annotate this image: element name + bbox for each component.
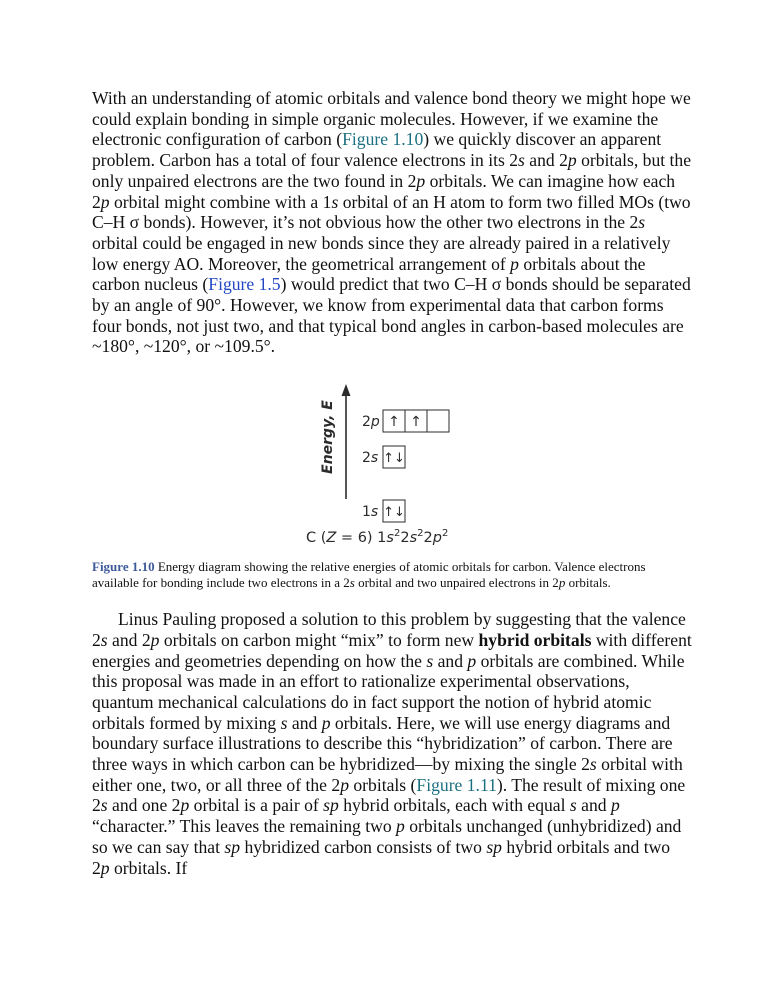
hybrid-orbitals-term: hybrid orbitals <box>478 629 592 650</box>
paragraph-2: Linus Pauling proposed a solution to this problem by suggesting that the valence 2s and 2p orbitals on carbon might “mix” to form new hybrid orbitals with different energies and geometries depending on how the s and p orbitals are combined. While this proposal was made in an effort to rationalize experimental observations, quantum mechanical calculations do in fact support the notion of hybrid atomic orbitals formed by mixing s and p orbitals. Here, we will use energy diagrams and boundary surface illustrations to describe this “hybridization” of carbon. There are three ways in which carbon can be hybridized—by mixing the single 2s orbital with either one, two, or all three of the 2p orbitals (Figure 1.11). The result of mixing one 2s and one 2p orbital is a pair of sp hybrid orbitals, each with equal s and p “character.” This leaves the remaining two p orbitals unchanged (unhybridized) and so we can say that sp hybridized carbon consists of two sp hybrid orbitals and two 2p orbitals. If <box>92 609 692 878</box>
figure-1-11-link[interactable]: Figure 1.11 <box>416 774 497 795</box>
electron-configuration: C (Z = 6) $1s^22s^22p^2$ <box>306 528 449 547</box>
energy-axis-label: Energy, E <box>320 400 336 475</box>
level-2s-label: 2s <box>362 450 379 467</box>
electron-up-arrow: ↑ <box>410 414 422 431</box>
level-2p-label: 2p <box>362 414 380 431</box>
figure-1-5-link[interactable]: Figure 1.5 <box>208 274 281 295</box>
electron-pair-arrows: ↑↓ <box>383 451 405 467</box>
caption-figure-label: Figure 1.10 <box>92 559 155 575</box>
figure-caption: Figure 1.10 Energy diagram showing the relative energies of atomic orbitals for carbon. Valence electrons available for bonding include two electrons in a 2s orbital and two unpaired electrons in 2p orbitals. <box>92 559 646 591</box>
axis-arrowhead <box>342 384 351 396</box>
figure-1-10 <box>92 381 692 591</box>
page-content <box>92 88 692 878</box>
level-1s-label: 1s <box>362 504 379 521</box>
figure-1-10-link[interactable]: Figure 1.10 <box>342 129 424 150</box>
electron-pair-arrows: ↑↓ <box>383 505 405 521</box>
electron-up-arrow: ↑ <box>388 414 400 431</box>
orbital-box-2p-3 <box>427 410 449 432</box>
energy-diagram <box>306 381 472 547</box>
paragraph-1: With an understanding of atomic orbitals and valence bond theory we might hope we could explain bonding in simple organic molecules. However, if we examine the electronic configuration of carbon (Figure 1.10) we quickly discover an apparent problem. Carbon has a total of four valence electrons in its 2s and 2p orbitals, but the only unpaired electrons are the two found in 2p orbitals. We can imagine how each 2p orbital might combine with a 1s orbital of an H atom to form two filled MOs (two C–H σ bonds). However, it’s not obvious how the other two electrons in the 2s orbital could be engaged in new bonds since they are already paired in a relatively low energy AO. Moreover, the geometrical arrangement of p orbitals about the carbon nucleus (Figure 1.5) would predict that two C–H σ bonds should be separated by an angle of 90°. However, we know from experimental data that carbon forms four bonds, not just two, and that typical bond angles in carbon-based molecules are ~180°, ~120°, or ~109.5°. <box>92 88 692 357</box>
